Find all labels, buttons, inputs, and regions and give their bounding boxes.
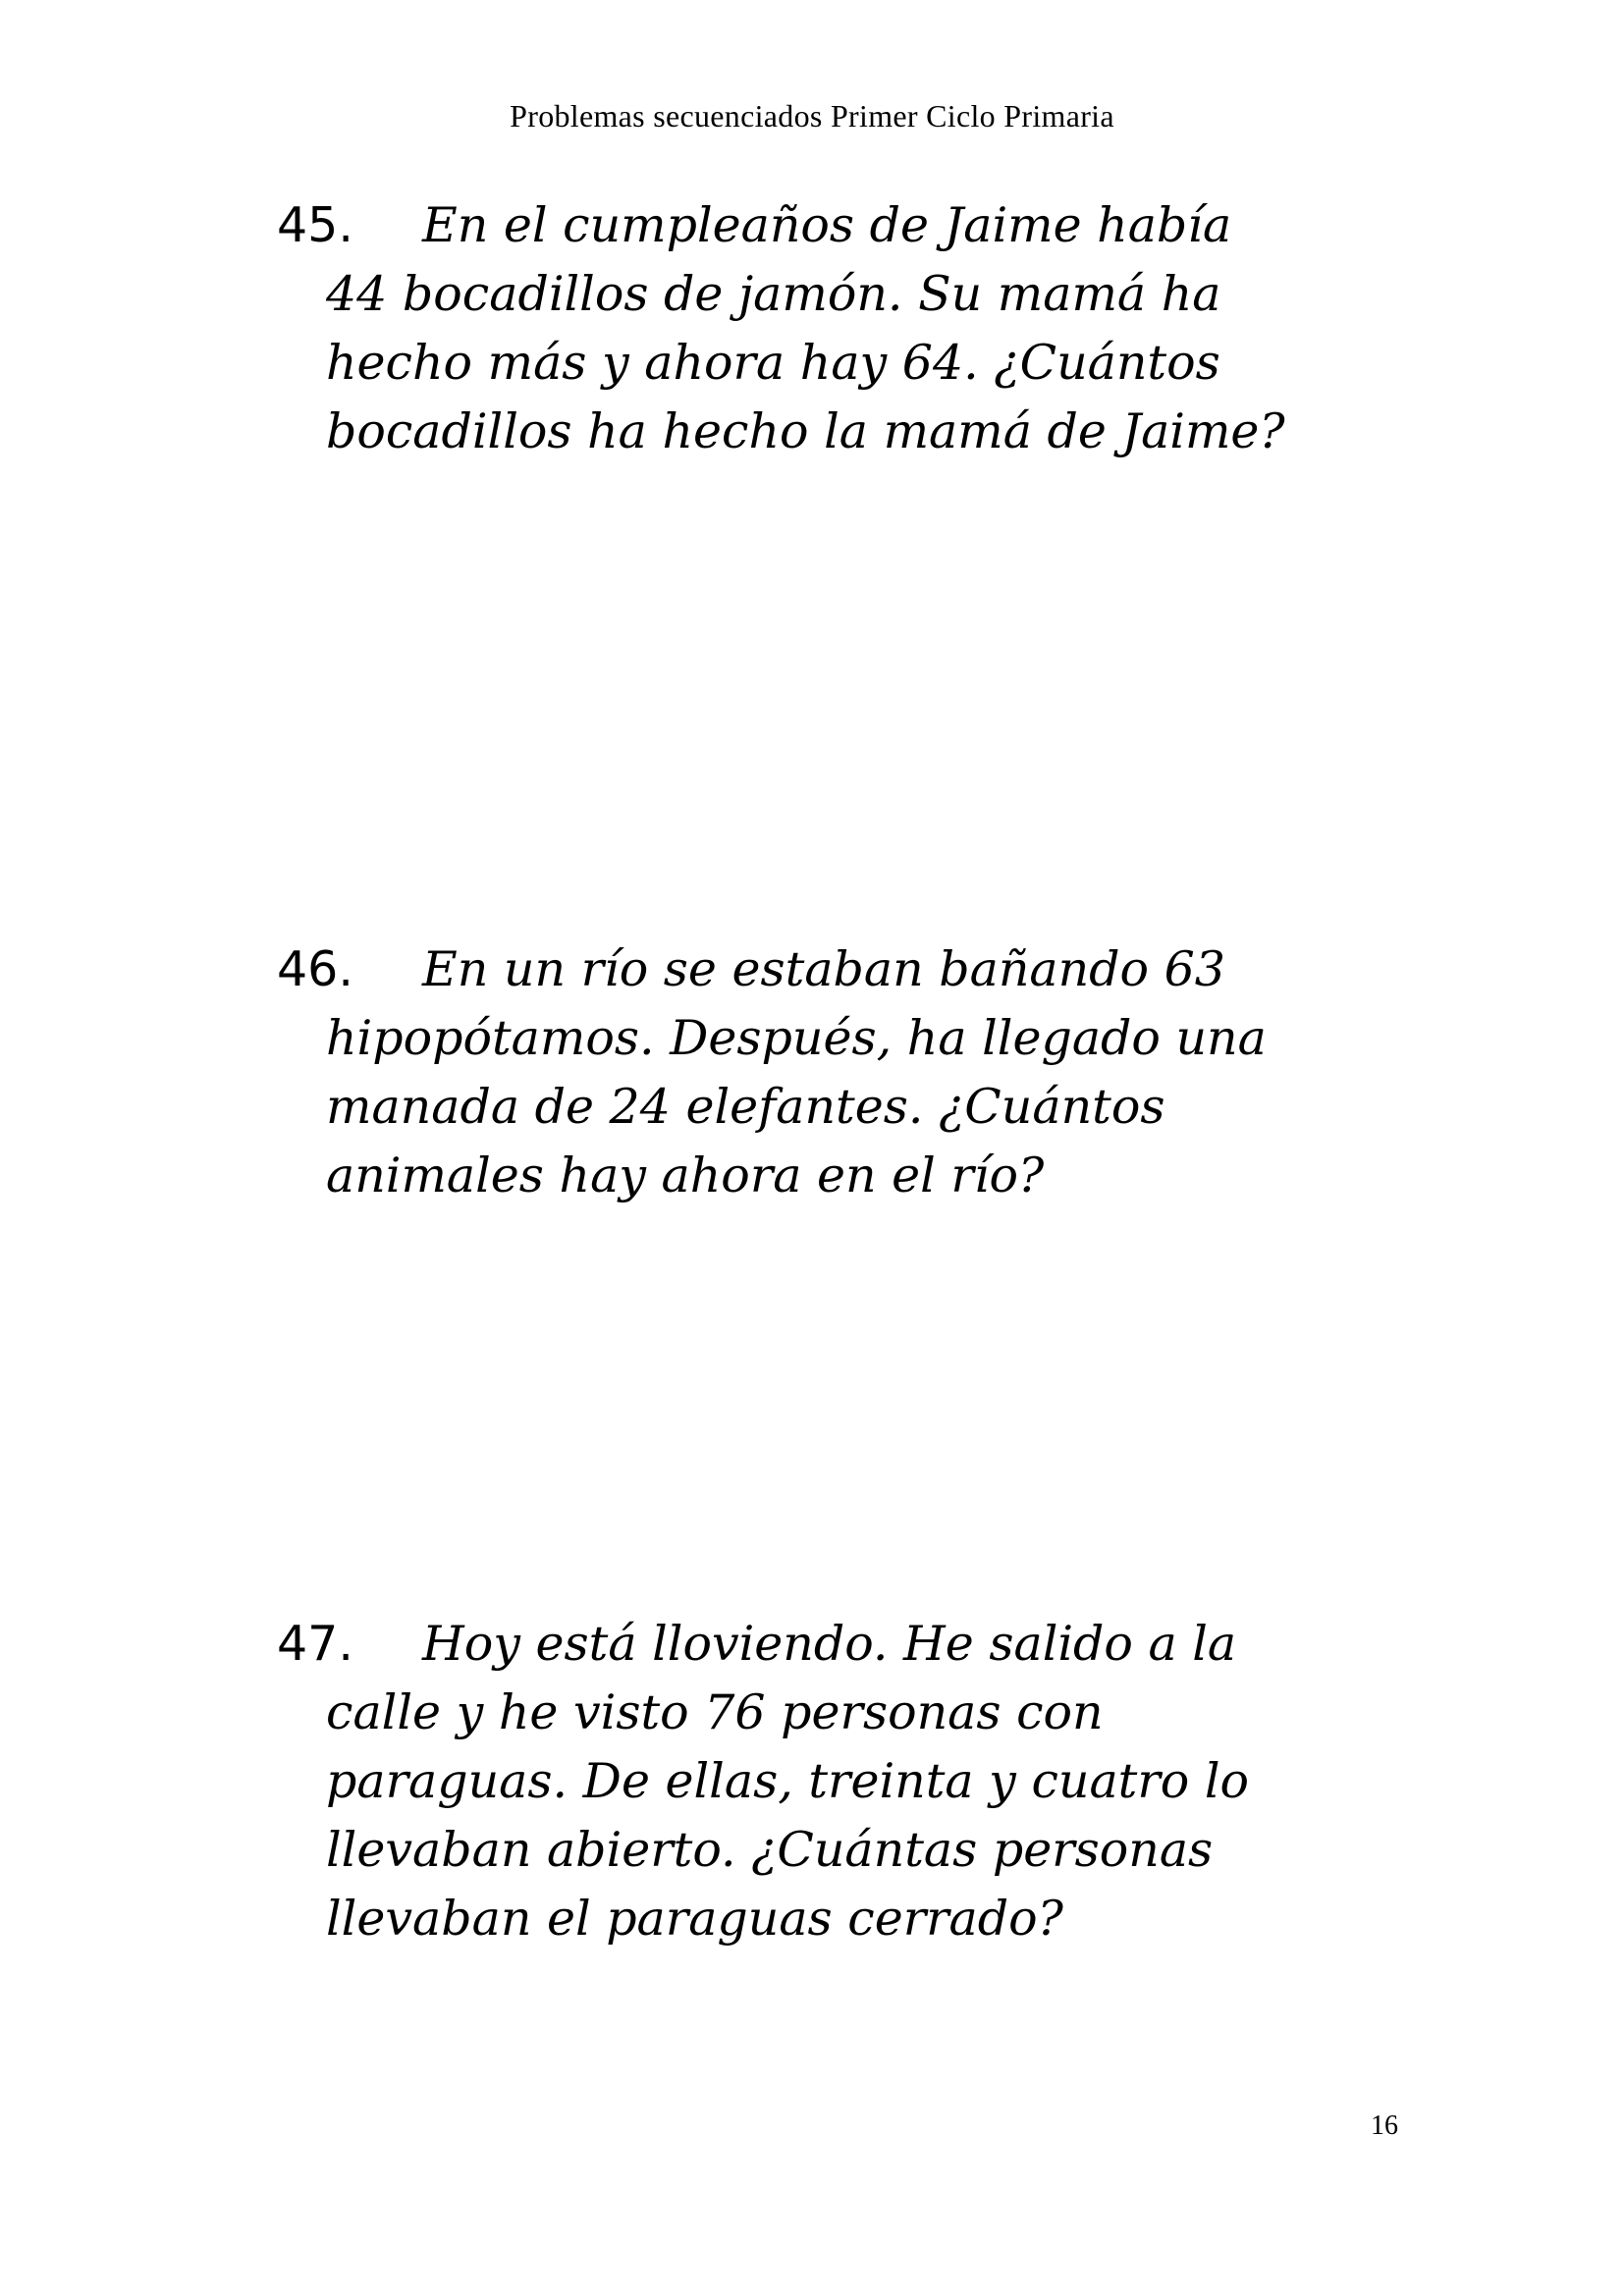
problem-47 (277, 1610, 1406, 1953)
problem-text-line: manada de 24 elefantes. ¿Cuántos (326, 1079, 1165, 1135)
problem-text-line: llevaban abierto. ¿Cuántas personas (326, 1822, 1214, 1878)
problem-first-line (277, 1610, 1406, 1679)
problem-text-line: bocadillos ha hecho la mamá de Jaime? (326, 403, 1285, 459)
problem-text-line: Hoy está lloviendo. He salido a la (422, 1616, 1237, 1672)
problem-text-line: En el cumpleaños de Jaime había (422, 197, 1232, 253)
problem-46 (277, 935, 1406, 1210)
problem-number: 46. (277, 941, 353, 997)
problem-45 (277, 191, 1406, 466)
problem-first-line (277, 935, 1406, 1004)
problem-text-line: calle y he visto 76 personas con (326, 1684, 1104, 1740)
problem-text-line: paraguas. De ellas, treinta y cuatro lo (326, 1753, 1250, 1809)
page-number: 16 (1371, 2110, 1398, 2141)
page-header: Problemas secuenciados Primer Ciclo Primaria (510, 98, 1114, 133)
problem-text-line: 44 bocadillos de jamón. Su mamá ha (326, 266, 1221, 322)
problem-text-line: hipopótamos. Después, ha llegado una (326, 1010, 1267, 1066)
problem-text-line: llevaban el paraguas cerrado? (326, 1891, 1063, 1947)
problem-number: 45. (277, 197, 353, 253)
problem-text-line: hecho más y ahora hay 64. ¿Cuántos (326, 335, 1220, 391)
problem-first-line (277, 191, 1406, 260)
problem-text-line: En un río se estaban bañando 63 (422, 941, 1225, 997)
problem-text-line: animales hay ahora en el río? (326, 1148, 1045, 1203)
problem-number: 47. (277, 1616, 353, 1672)
